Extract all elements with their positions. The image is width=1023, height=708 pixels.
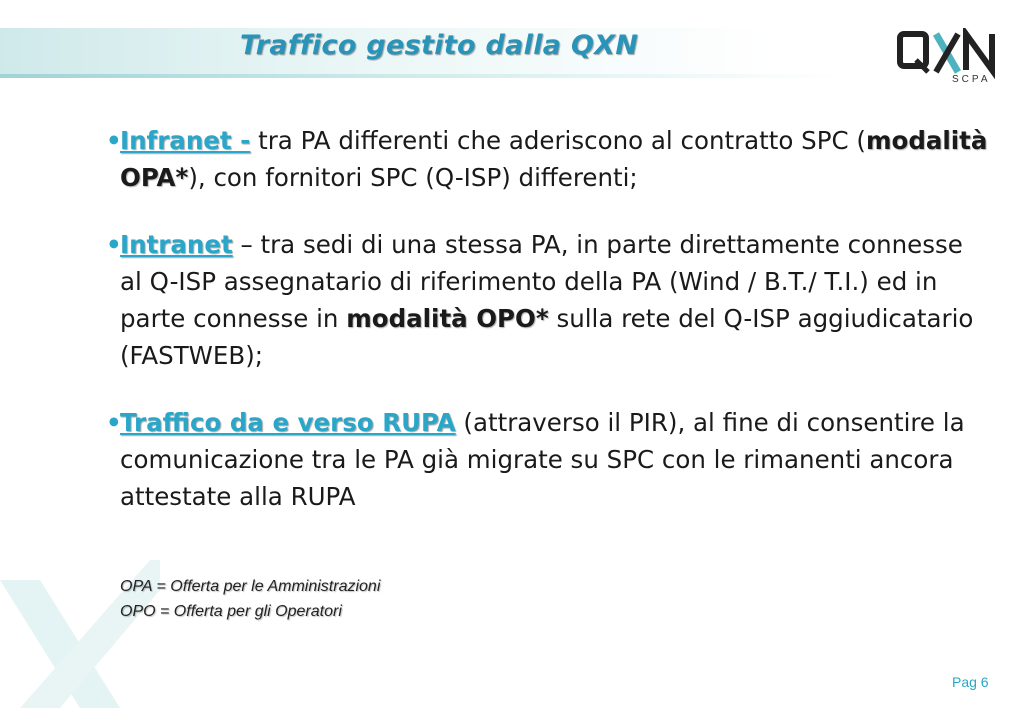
bold-text: OPA* <box>120 163 189 192</box>
term-rupa: Traffico da e verso RUPA <box>120 408 456 437</box>
bullet-icon: • <box>106 230 122 259</box>
bullet-text: ), con fornitori SPC (Q-ISP) differenti; <box>188 163 638 192</box>
bullet-text: (attraverso il PIR), al fine di consentire la comunicazione tra le PA già migrate su SPC con le rimanenti ancora attestate alla RUPA <box>120 408 965 511</box>
bullet-text: sulla rete del Q-ISP aggiudicatario (FASTWEB); <box>120 304 974 370</box>
bullet-text: – tra sedi di una stessa PA, in parte direttamente connesse al Q-ISP assegnatario di riferimento della PA (Wind / B.T./ T.I.) ed in parte connesse in <box>120 230 963 333</box>
page-number: Pag 6 <box>952 674 989 690</box>
logo-text: QXN <box>896 28 899 29</box>
footnote-opo: OPO = Offerta per gli Operatori <box>120 603 342 620</box>
bullet-icon: • <box>106 126 122 155</box>
bullet-list <box>108 122 988 545</box>
list-item <box>108 404 988 515</box>
term-infranet: Infranet - <box>120 126 251 155</box>
list-item <box>108 226 988 374</box>
term-intranet: Intranet <box>120 230 233 259</box>
logo-subtitle: SCPA <box>952 74 991 85</box>
bold-text: modalità <box>865 126 988 155</box>
footnotes <box>120 574 380 624</box>
bullet-icon: • <box>106 408 122 437</box>
list-item <box>108 122 988 196</box>
bold-text: modalità OPO* <box>346 304 549 333</box>
bullet-text: tra PA differenti che aderiscono al contratto SPC ( <box>250 126 866 155</box>
title-rule <box>0 74 840 78</box>
page-title: Traffico gestito dalla QXN <box>240 30 639 61</box>
footnote-opa: OPA = Offerta per le Amministrazioni <box>120 578 381 595</box>
